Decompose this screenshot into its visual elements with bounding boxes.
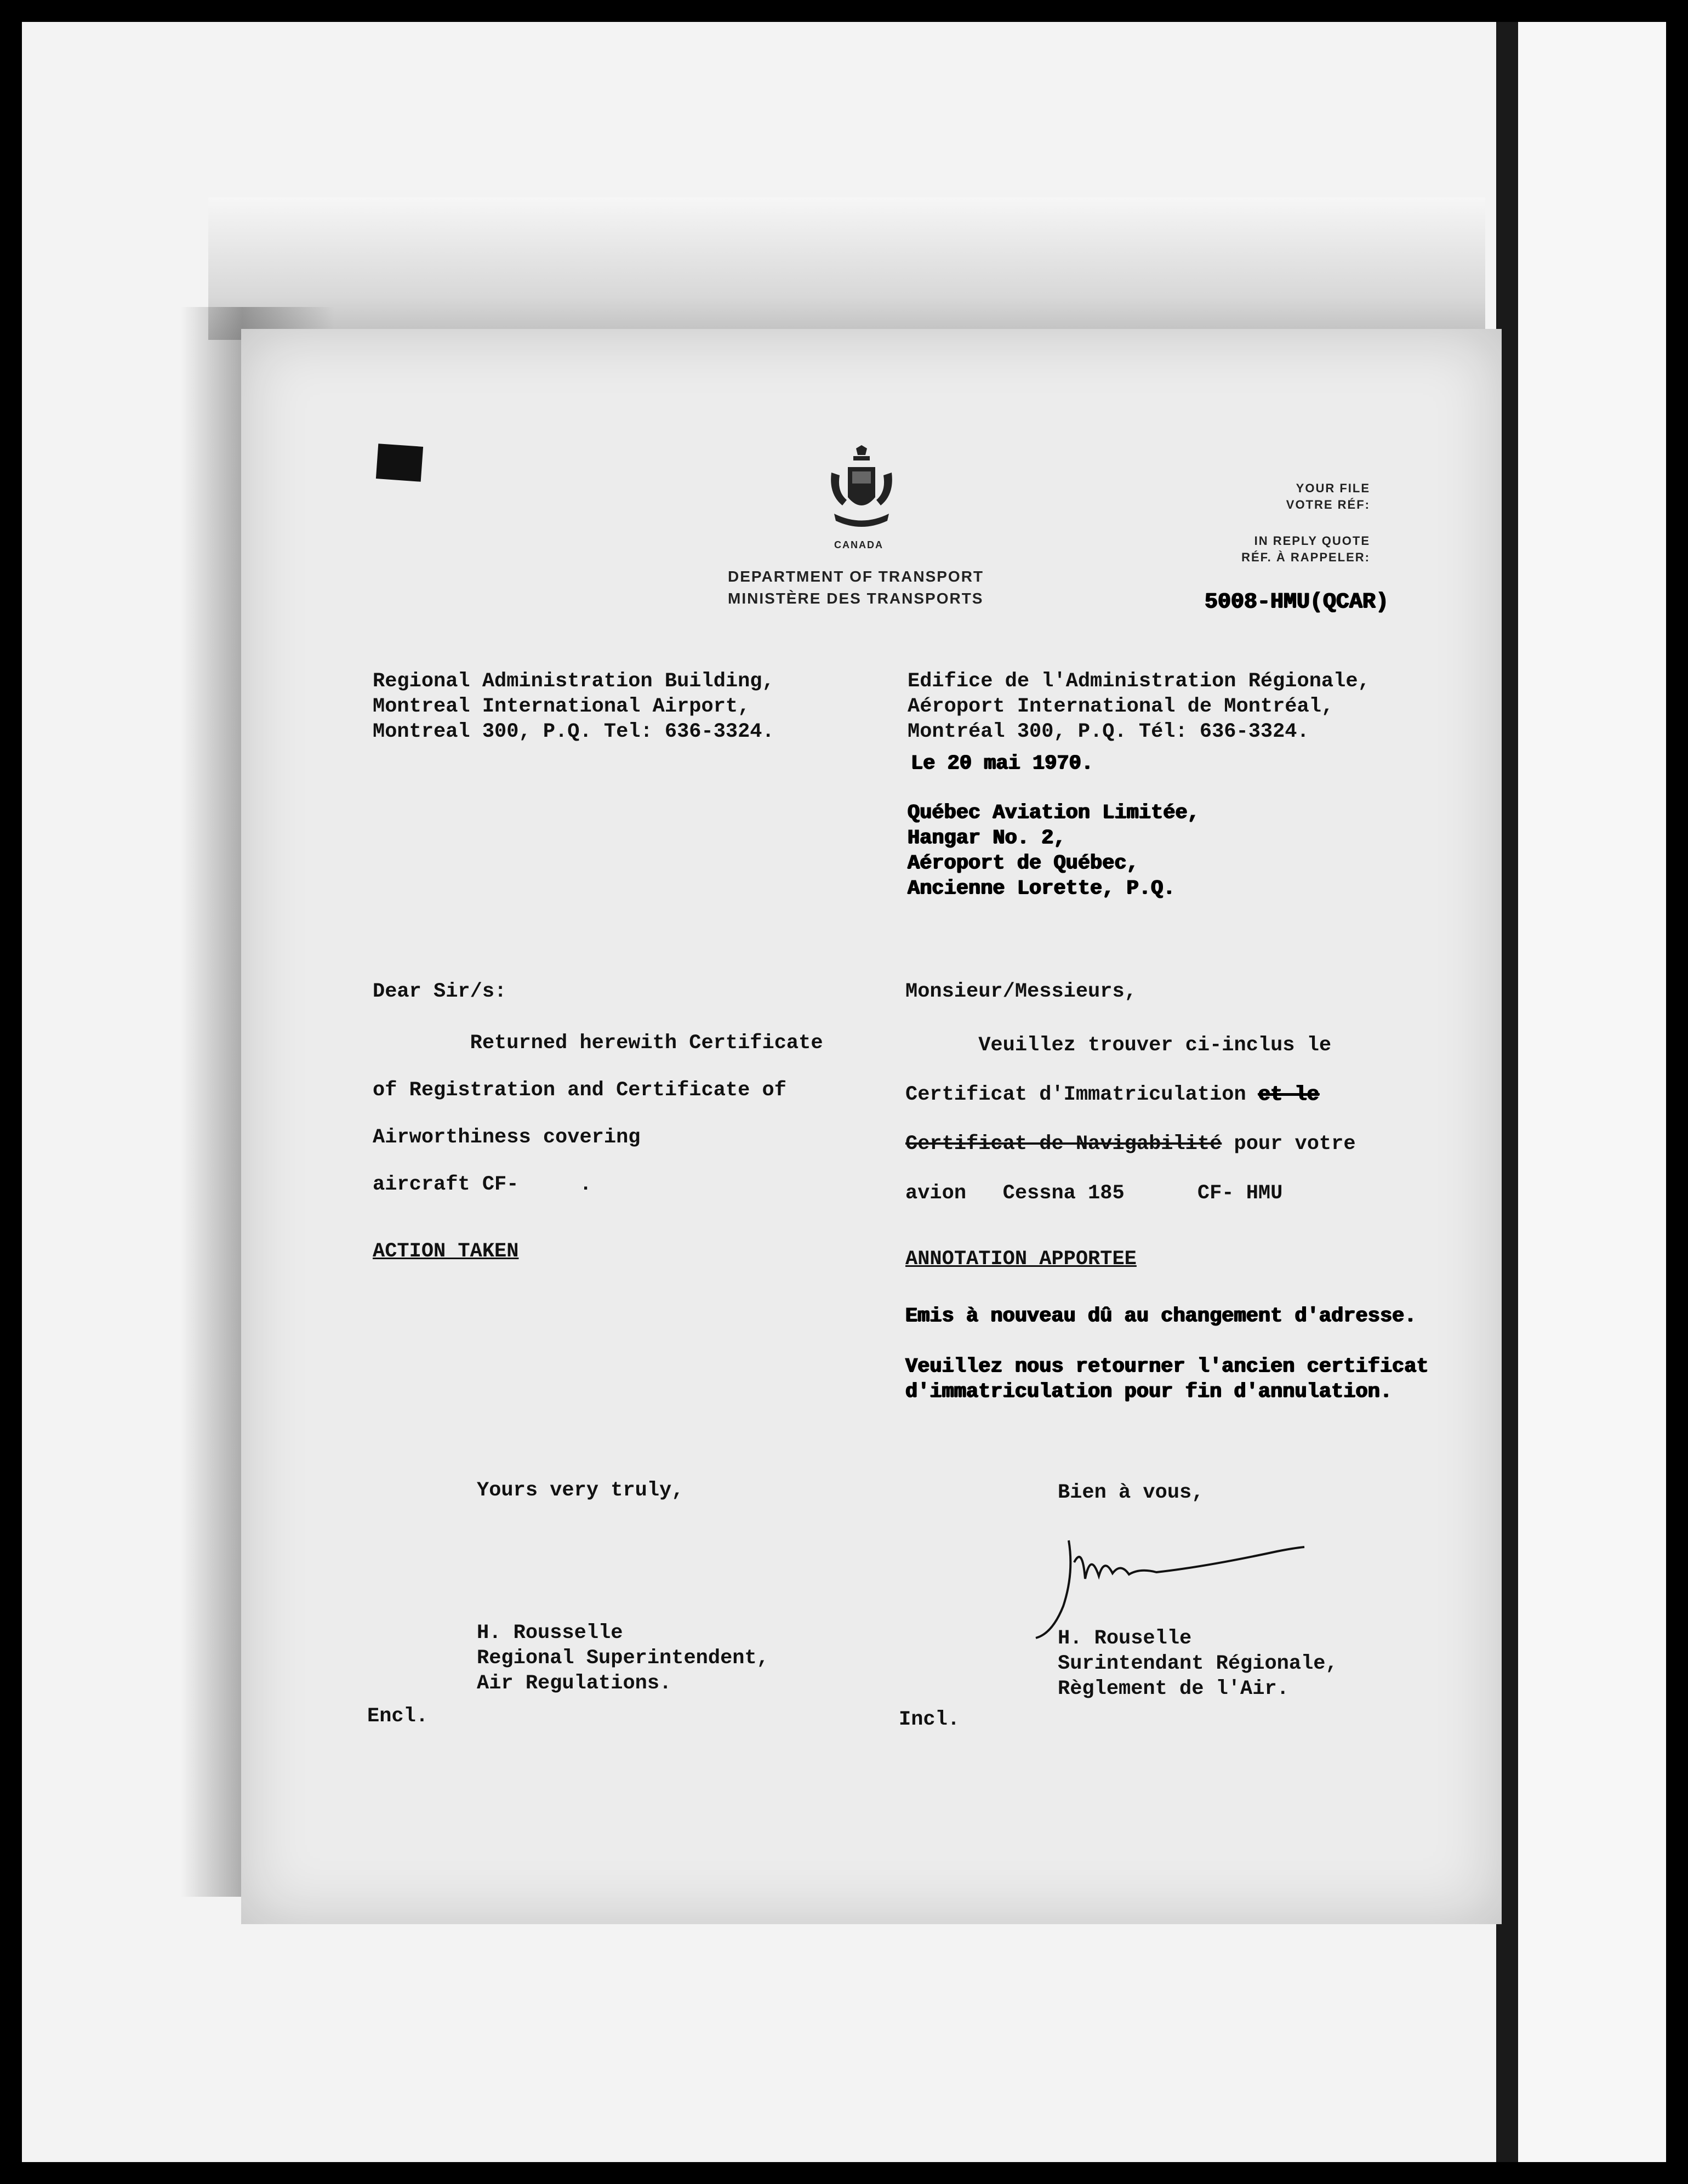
redaction-mark: [376, 443, 423, 482]
your-file-label: YOUR FILE VOTRE RÉF:: [1286, 481, 1370, 511]
body-en-line: Airworthiness covering: [373, 1126, 641, 1149]
body-en-line: of Registration and Certificate of: [373, 1079, 786, 1102]
letter-date: Le 20 mai 1970.: [911, 752, 1094, 775]
folded-paper-edge: [208, 197, 1485, 340]
body-fr: [905, 1021, 1356, 1218]
body-en-line: aircraft CF- .: [373, 1173, 592, 1196]
action-taken-heading: ACTION TAKEN: [373, 1240, 519, 1263]
enclosure-fr: Incl.: [899, 1708, 960, 1731]
body-fr-line: Certificat d'Immatriculation: [905, 1083, 1258, 1106]
closing-en: Yours very truly,: [477, 1479, 684, 1502]
department-name-fr: MINISTÈRE DES TRANSPORTS: [728, 590, 984, 607]
department-name-en: DEPARTMENT OF TRANSPORT: [728, 568, 984, 585]
coat-of-arms-icon: [826, 445, 897, 533]
signatory-en: H. Rousselle Regional Superintendent, Air Regulations.: [477, 1622, 769, 1695]
enclosure-en: Encl.: [367, 1705, 429, 1728]
letter-page: [241, 329, 1502, 1924]
signature: [1030, 1529, 1315, 1639]
address-en: Regional Administration Building, Montreal International Airport, Montreal 300, P.Q. Tel: 636-3324.: [373, 670, 774, 743]
salutation-en: Dear Sir/s:: [373, 980, 507, 1003]
address-fr: Edifice de l'Administration Régionale, Aéroport International de Montréal, Montréal 300, P.Q. Tél: 636-3324.: [908, 670, 1370, 743]
salutation-fr: Monsieur/Messieurs,: [905, 980, 1137, 1003]
letterhead-country: CANADA: [834, 539, 883, 550]
body-fr-line: pour votre: [1222, 1133, 1356, 1156]
body-en-line: Returned herewith Certificate: [373, 1032, 823, 1055]
annotation-line: Emis à nouveau dû au changement d'adresse.: [905, 1305, 1417, 1328]
body-fr-line: Veuillez trouver ci-inclus le: [905, 1034, 1332, 1057]
reference-number: 5008-HMU(QCAR): [1205, 590, 1389, 615]
in-reply-label: IN REPLY QUOTE RÉF. À RAPPELER:: [1241, 534, 1370, 564]
annotation-note: Veuillez nous retourner l'ancien certificat d'immatriculation pour fin d'annulation.: [905, 1355, 1429, 1403]
signatory-fr: H. Rouselle Surintendant Régionale, Règlement de l'Air.: [1058, 1627, 1338, 1700]
body-en: [373, 1020, 823, 1208]
recipient-address: Québec Aviation Limitée, Hangar No. 2, Aéroport de Québec, Ancienne Lorette, P.Q.: [908, 801, 1200, 900]
closing-fr: Bien à vous,: [1058, 1481, 1204, 1504]
struck-text: et le: [1258, 1083, 1319, 1106]
annotation-heading: ANNOTATION APPORTEE: [905, 1248, 1137, 1271]
film-right-margin: [1518, 22, 1666, 2162]
struck-text: Certificat de Navigabilité: [905, 1133, 1222, 1156]
aircraft-line: avion Cessna 185 CF- HMU: [905, 1182, 1283, 1205]
